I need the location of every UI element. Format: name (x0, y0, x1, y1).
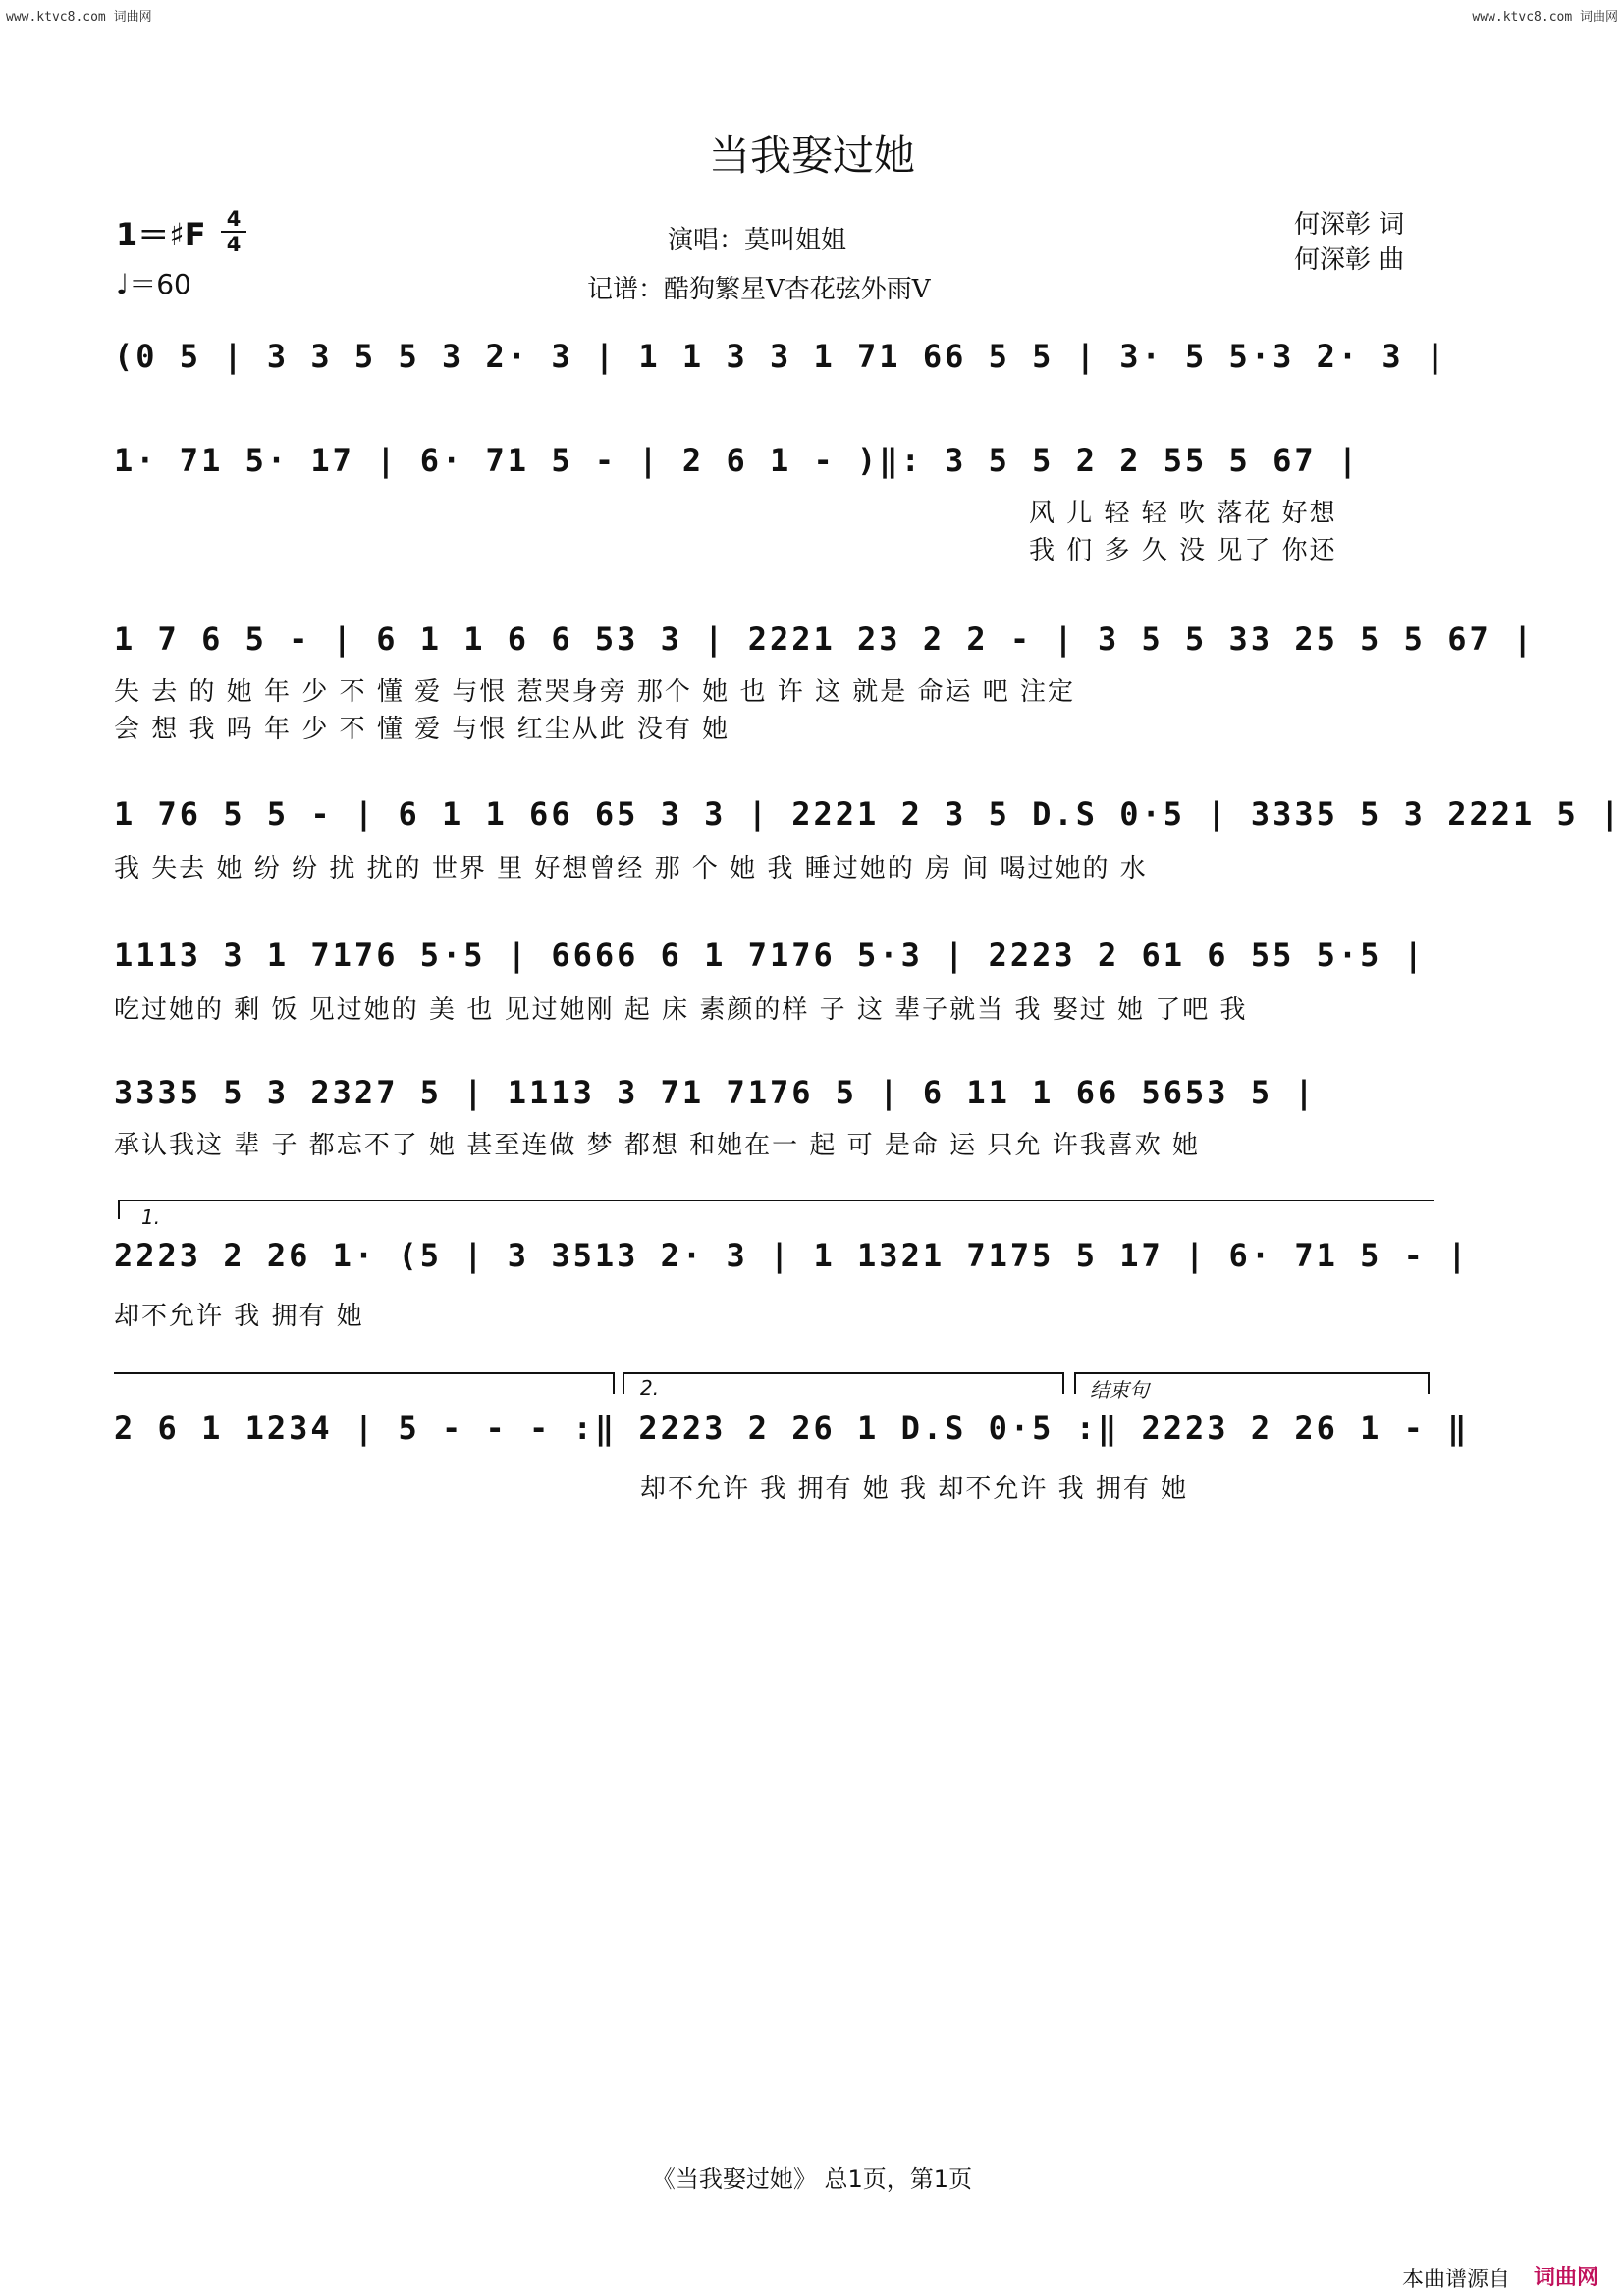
time-signature-bottom: 4 (226, 233, 242, 256)
song-title: 当我娶过她 (708, 132, 915, 180)
site-logo[interactable]: 词曲网 (1534, 2266, 1599, 2290)
transcriber-credit: 记谱：酷狗繁星V杏花弦外雨V (587, 275, 931, 304)
score-row-2-notes: 1· 71 5· 17 | 6· 71 5 - | 2 6 1 - )‖: 3 5 5 2 2 55 5 67 | (114, 442, 1361, 479)
volta-2-bracket (623, 1372, 1062, 1374)
score-row-5-notes: 1113 3 1 7176 5·5 | 6666 6 1 7176 5·3 | 2223 2 61 6 55 5·5 | (114, 936, 1426, 974)
score-row-2-lyrics-verse2: 我 们 多 久 没 见了 你还 (1029, 536, 1337, 565)
score-row-3-lyrics-verse1: 失 去 的 她 年 少 不 懂 爱 与恨 惹哭身旁 那个 她 也 许 这 就是 命运 吧 注定 (114, 677, 1076, 707)
volta-1-bracket (118, 1200, 1434, 1201)
time-signature (221, 208, 246, 255)
tempo-marking (116, 263, 191, 302)
score-row-6-lyrics: 承认我这 辈 子 都忘不了 她 甚至连做 梦 都想 和她在一 起 可 是命 运 只允 许我喜欢 她 (114, 1131, 1200, 1160)
composer-credit: 何深彰 曲 (1294, 245, 1405, 275)
score-row-7-notes: 2223 2 26 1· (5 | 3 3513 2· 3 | 1 1321 7175 5 17 | 6· 71 5 - | (114, 1237, 1470, 1274)
score-row-5-lyrics: 吃过她的 剩 饭 见过她的 美 也 见过她刚 起 床 素颜的样 子 这 辈子就当 我 娶过 她 了吧 我 (114, 995, 1248, 1025)
score-row-7-lyrics: 却不允许 我 拥有 她 (114, 1302, 364, 1331)
score-row-8-lyrics: 却不允许 我 拥有 她 我 却不允许 我 拥有 她 (640, 1474, 1189, 1504)
volta-1-bracket-continued (114, 1372, 613, 1374)
score-row-8-notes: 2 6 1 1234 | 5 - - - :‖ 2223 2 26 1 D.S 0·5 :‖ 2223 2 26 1 - ‖ (114, 1410, 1470, 1447)
score-row-3-notes: 1 7 6 5 - | 6 1 1 6 6 53 3 | 2221 23 2 2 - | 3 5 5 33 25 5 5 67 | (114, 620, 1536, 658)
score-row-4-lyrics: 我 失去 她 纷 纷 扰 扰的 世界 里 好想曾经 那 个 她 我 睡过她的 房 间 喝过她的 水 (114, 854, 1148, 883)
page-footer: 《当我娶过她》 总1页，第1页 (651, 2165, 973, 2193)
tempo-value: ＝60 (129, 268, 191, 300)
score-row-4-notes: 1 76 5 5 - | 6 1 1 66 65 3 3 | 2221 2 3 5 D.S 0·5 | 3335 5 3 2221 5 | (114, 795, 1623, 832)
source-note: 本曲谱源自 (1402, 2268, 1511, 2292)
volta-2-label: 2. (640, 1376, 660, 1400)
score-row-6-notes: 3335 5 3 2327 5 | 1113 3 71 7176 5 | 6 11 1 66 5653 5 | (114, 1074, 1317, 1111)
singer-credit: 演唱：莫叫姐姐 (668, 226, 847, 255)
lyricist-credit: 何深彰 词 (1294, 210, 1405, 240)
time-signature-top: 4 (226, 207, 242, 231)
quarter-note-icon: ♩ (116, 268, 130, 300)
score-row-3-lyrics-verse2: 会 想 我 吗 年 少 不 懂 爱 与恨 红尘从此 没有 她 (114, 715, 731, 744)
ending-label: 结束句 (1090, 1378, 1149, 1402)
score-row-1-notes: (0 5 | 3 3 5 5 3 2· 3 | 1 1 3 3 1 71 66 5 5 | 3· 5 5·3 2· 3 | (114, 338, 1448, 375)
key-signature: 1＝♯F (116, 216, 206, 253)
site-watermark-right: www.ktvc8.com 词曲网 (1472, 10, 1618, 25)
site-watermark-left: www.ktvc8.com 词曲网 (6, 10, 152, 25)
score-row-2-lyrics-verse1: 风 儿 轻 轻 吹 落花 好想 (1029, 499, 1337, 528)
volta-1-label: 1. (141, 1205, 161, 1229)
